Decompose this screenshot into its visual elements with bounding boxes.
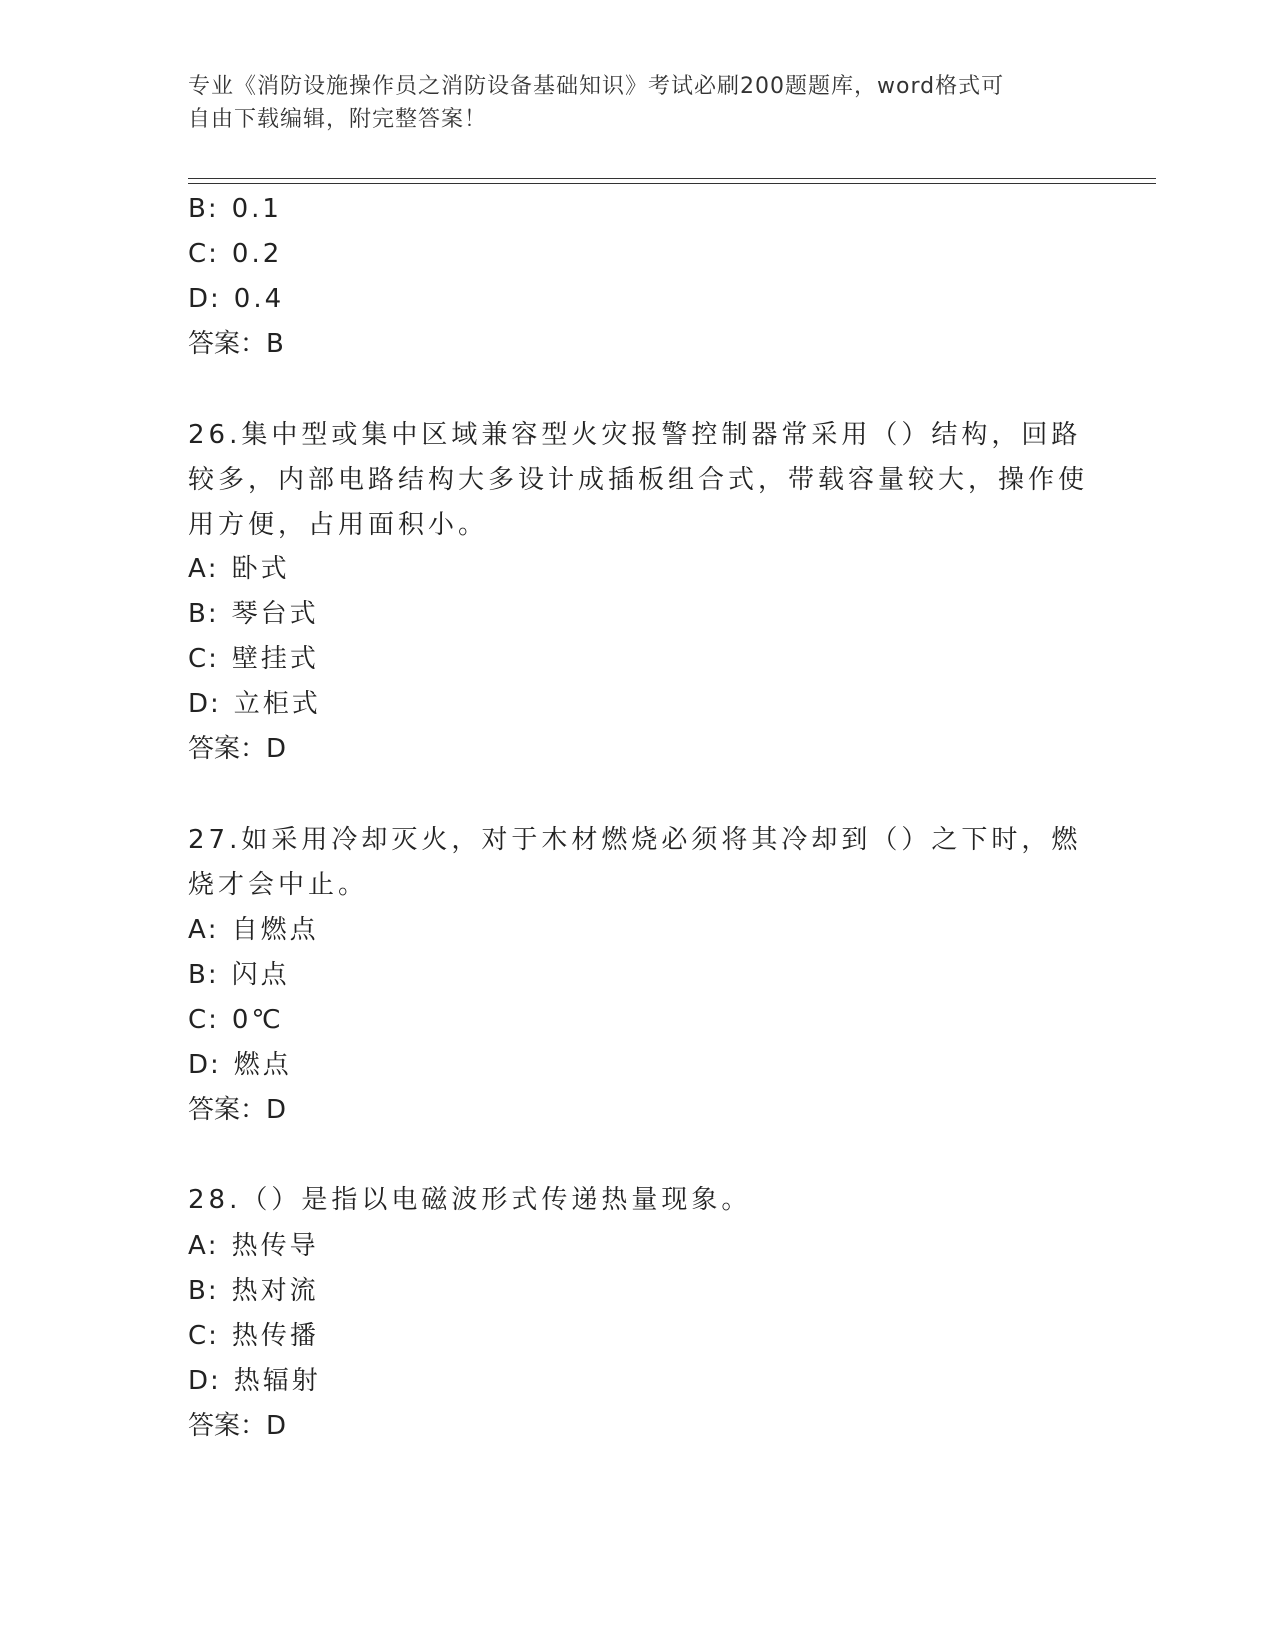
- option-separator: :: [208, 239, 220, 269]
- option-text: 热对流: [231, 1276, 319, 1306]
- option-separator: :: [207, 599, 220, 629]
- option-key: A: [188, 554, 206, 584]
- q28-option-d: [188, 1364, 321, 1398]
- option-key: C: [188, 1321, 207, 1351]
- option-text: 琴台式: [231, 599, 319, 629]
- q27-option-d: [188, 1048, 292, 1082]
- option-key: C: [188, 1005, 207, 1035]
- option-separator: :: [210, 284, 222, 314]
- option-text: 立柜式: [233, 689, 321, 719]
- option-key: D: [188, 1366, 209, 1396]
- option-text: 卧式: [231, 554, 290, 584]
- q25-option-c: [188, 237, 282, 271]
- header-divider-top: [188, 178, 1156, 179]
- option-text: 闪点: [231, 960, 290, 990]
- option-text: 燃点: [233, 1050, 292, 1080]
- q25-option-d: [188, 282, 284, 316]
- option-text: 0.4: [233, 284, 285, 314]
- option-key: D: [188, 1050, 209, 1080]
- q27-option-c: [188, 1003, 284, 1037]
- q28-option-c: [188, 1319, 319, 1353]
- q26-stem: 26.集中型或集中区域兼容型火灾报警控制器常采用（）结构，回路较多，内部电路结构大多设计成插板组合式，带载容量较大，操作使用方便，占用面积小。: [188, 420, 1089, 540]
- q27-option-b: [188, 958, 290, 992]
- option-key: A: [188, 915, 206, 945]
- q28-stem: 28.（）是指以电磁波形式传递热量现象。: [188, 1185, 752, 1215]
- option-separator: :: [210, 1050, 222, 1080]
- q27-stem: 27.如采用冷却灭火，对于木材燃烧必须将其冷却到（）之下时，燃烧才会中止。: [188, 825, 1082, 900]
- option-separator: :: [207, 960, 220, 990]
- q28-answer: 答案：D: [188, 1411, 287, 1441]
- option-key: B: [188, 960, 206, 990]
- option-text: 0℃: [231, 1005, 284, 1035]
- q26-answer: 答案：D: [188, 734, 287, 764]
- q26-option-a: [188, 552, 290, 586]
- option-separator: :: [210, 689, 222, 719]
- document-header: [188, 70, 1068, 136]
- option-separator: :: [207, 1276, 220, 1306]
- option-text: 热辐射: [233, 1366, 321, 1396]
- q25-answer: 答案：B: [188, 329, 284, 359]
- option-key: A: [188, 1231, 206, 1261]
- option-key: B: [188, 599, 206, 629]
- option-separator: :: [208, 1321, 220, 1351]
- header-divider-bottom: [188, 183, 1156, 184]
- q27-option-a: [188, 913, 319, 947]
- option-text: 0.1: [231, 194, 282, 224]
- q25-option-b: [188, 192, 282, 226]
- q27-answer: 答案：D: [188, 1095, 287, 1125]
- option-text: 热传导: [231, 1231, 319, 1261]
- option-separator: :: [208, 644, 220, 674]
- option-separator: :: [207, 554, 220, 584]
- option-key: D: [188, 284, 209, 314]
- header-line-1: 专业《消防设施操作员之消防设备基础知识》考试必刷200题题库，word格式可: [188, 74, 1005, 99]
- option-key: C: [188, 644, 207, 674]
- header-line-2: 自由下载编辑，附完整答案！: [188, 107, 488, 132]
- q28-option-b: [188, 1274, 319, 1308]
- option-separator: :: [207, 915, 220, 945]
- option-separator: :: [210, 1366, 222, 1396]
- option-text: 壁挂式: [231, 644, 319, 674]
- option-text: 自燃点: [231, 915, 319, 945]
- option-key: B: [188, 1276, 206, 1306]
- option-key: D: [188, 689, 209, 719]
- option-text: 热传播: [231, 1321, 319, 1351]
- option-key: C: [188, 239, 207, 269]
- option-separator: :: [207, 194, 220, 224]
- q26-option-d: [188, 687, 321, 721]
- q26-option-c: [188, 642, 319, 676]
- option-separator: :: [207, 1231, 220, 1261]
- option-key: B: [188, 194, 206, 224]
- q26-option-b: [188, 597, 319, 631]
- option-text: 0.2: [231, 239, 283, 269]
- option-separator: :: [208, 1005, 220, 1035]
- q28-option-a: [188, 1229, 319, 1263]
